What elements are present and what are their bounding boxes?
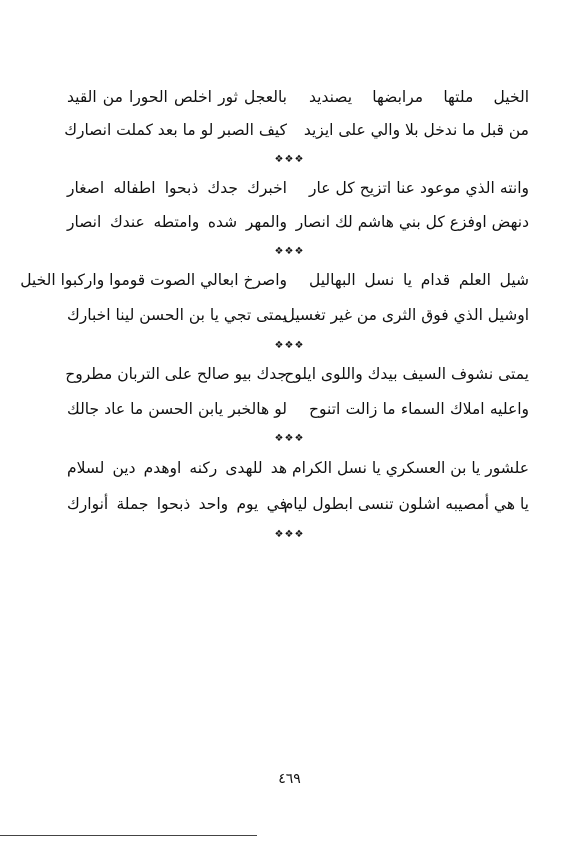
verse-first-hemistich: يا هي أمصيبه اشلون تنسى ابطول ليام (283, 495, 529, 513)
verse-second-hemistich: كيف الصبر لو ما بعد كملت انصارك (64, 121, 287, 139)
verse-second-hemistich: اخبرك جدك ذبحوا اطفاله اصغار (67, 179, 287, 197)
verse-second-hemistich: والمهر شده وامتطه عندك انصار (67, 213, 287, 231)
verse-line (0, 210, 579, 234)
stanza-5 (0, 456, 579, 480)
verse-line (0, 362, 579, 386)
stanza-separator: ❖❖❖ (274, 340, 305, 351)
stanza-3 (0, 268, 579, 292)
verse-line (0, 456, 579, 480)
verse-first-hemistich: الخيل ملتها مرابضها يصنديد (309, 88, 529, 106)
verse-second-hemistich: جدك بيو صالح على التربان مطروح (65, 365, 287, 383)
verse-second-hemistich: هد للهدى ركنه اوهدم دين لسلام (67, 459, 287, 477)
verse-first-hemistich: شيل العلم قدام يا نسل البهاليل (309, 271, 529, 289)
stanza-1-line-2 (0, 118, 579, 142)
verse-line (0, 268, 579, 292)
verse-line (0, 397, 579, 421)
stanza-5-line-2 (0, 492, 579, 516)
stanza-2-line-2 (0, 210, 579, 234)
stanza-4-line-2 (0, 397, 579, 421)
verse-line (0, 176, 579, 200)
verse-first-hemistich: واعليه املاك السماء ما زالت اتنوح (309, 400, 529, 418)
verse-first-hemistich: علشور يا بن العسكري يا نسل الكرام (292, 459, 529, 477)
stanza-separator: ❖❖❖ (274, 433, 305, 444)
stanza-separator: ❖❖❖ (274, 246, 305, 257)
verse-line (0, 303, 579, 327)
stanza-4 (0, 362, 579, 386)
verse-second-hemistich: يمتى تجي يا بن الحسن لينا اخبارك (67, 306, 287, 324)
verse-first-hemistich: يمتى نشوف السيف بيدك واللوى ايلوح (284, 365, 529, 383)
verse-line (0, 85, 579, 109)
verse-second-hemistich: في يوم واحد ذبحوا جملة أنوارك (67, 495, 287, 513)
verse-first-hemistich: دنهض اوفزع كل بني هاشم لك انصار (295, 213, 529, 231)
verse-first-hemistich: اوشيل الذي فوق الثرى من غير تغسيل (283, 306, 529, 324)
verse-second-hemistich: بالعجل ثور اخلص الحورا من القيد (67, 88, 287, 106)
verse-first-hemistich: وانته الذي موعود عنا اتزيح كل عار (309, 179, 529, 197)
footer-rule (0, 835, 257, 836)
page-number: ٤٦٩ (278, 771, 301, 787)
verse-second-hemistich: لو هالخبر يابن الحسن ما عاد جالك (67, 400, 287, 418)
stanza-separator: ❖❖❖ (274, 154, 305, 165)
stanza-1 (0, 85, 579, 109)
verse-line (0, 118, 579, 142)
verse-first-hemistich: من قبل ما ندخل بلا والي على ايزيد (303, 121, 529, 139)
stanza-separator: ❖❖❖ (274, 529, 305, 540)
stanza-3-line-2 (0, 303, 579, 327)
verse-second-hemistich: واصرخ ابعالي الصوت قوموا واركبوا الخيل (20, 271, 287, 289)
verse-line (0, 492, 579, 516)
stanza-2 (0, 176, 579, 200)
